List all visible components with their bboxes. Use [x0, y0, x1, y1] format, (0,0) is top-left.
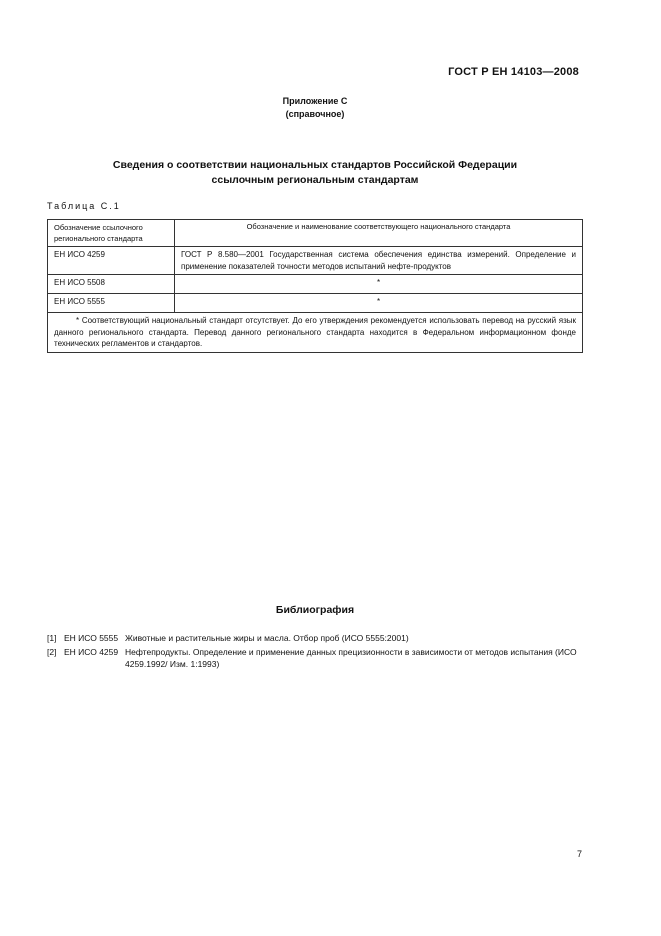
- bibliography-title: Библиография: [275, 604, 355, 616]
- appendix-title: Приложение С: [282, 96, 348, 106]
- page-number: 7: [577, 849, 583, 859]
- document-code: ГОСТ Р ЕН 14103—2008: [448, 66, 579, 78]
- table-row: [48, 275, 583, 294]
- bibliography-code: ЕН ИСО 5555: [64, 633, 119, 643]
- section-title-line1: Сведения о соответствии национальных стандартов Российской Федерации: [112, 159, 518, 171]
- bibliography-number: [2]: [47, 647, 57, 657]
- reference-standard-cell: ЕН ИСО 4259: [48, 247, 175, 275]
- reference-standard-cell: ЕН ИСО 5508: [48, 275, 175, 294]
- national-standard-cell: *: [175, 294, 583, 313]
- bibliography-entry: [47, 646, 587, 670]
- bibliography-code: ЕН ИСО 4259: [64, 647, 119, 657]
- table-header-row: [48, 220, 583, 247]
- section-title: [0, 158, 630, 188]
- national-standard-cell: *: [175, 275, 583, 294]
- bibliography-entry: [47, 632, 587, 644]
- bibliography-list: [47, 632, 587, 672]
- bibliography-text: Нефтепродукты. Определение и применение данных прецизионности в зависимости от методов испытания (ИСО 4259.1992/ Изм. 1:1993): [125, 647, 577, 669]
- table-row: [48, 294, 583, 313]
- header-national-standard: Обозначение и наименование соответствующего национального стандарта: [175, 220, 583, 247]
- bibliography-number: [1]: [47, 633, 57, 643]
- appendix-heading: [0, 95, 630, 121]
- header-reference-standard: Обозначение ссылочного регионального стандарта: [48, 220, 175, 247]
- appendix-subtitle: (справочное): [285, 109, 345, 119]
- bibliography-text: Животные и растительные жиры и масла. Отбор проб (ИСО 5555:2001): [125, 633, 409, 643]
- section-title-line2: ссылочным региональным стандартам: [211, 174, 419, 186]
- national-standard-cell: ГОСТ Р 8.580—2001 Государственная система обеспечения единства измерений. Определение и применение показателей точности методов испытаний нефте-продуктов: [175, 247, 583, 275]
- table-row: [48, 247, 583, 275]
- table-footnote: * Соответствующий национальный стандарт отсутствует. До его утверждения рекомендуется использовать перевод на русский язык данного регионального стандарта. Перевод данного регионального стандарта находится в Федеральном информационном фонде технических регламентов и стандартов.: [48, 313, 583, 353]
- reference-standard-cell: ЕН ИСО 5555: [48, 294, 175, 313]
- correspondence-table: [47, 219, 583, 353]
- table-caption: Таблица С.1: [47, 201, 121, 211]
- table-footnote-row: [48, 313, 583, 353]
